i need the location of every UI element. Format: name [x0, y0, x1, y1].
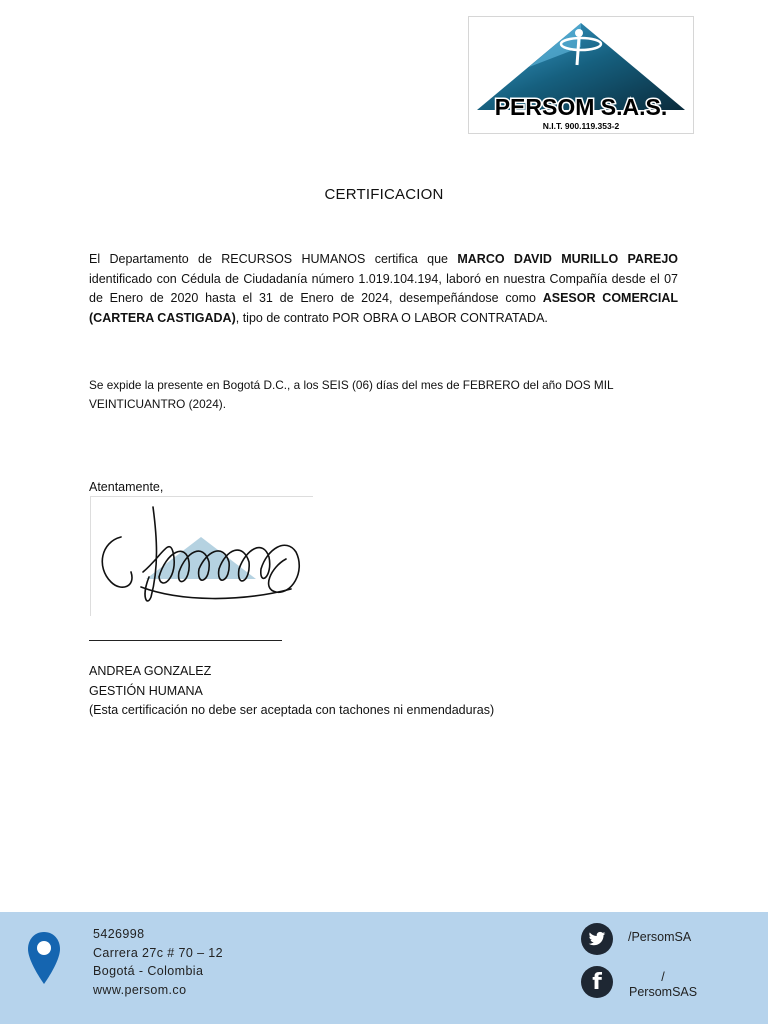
closing-text: Atentamente,	[89, 480, 164, 494]
twitter-icon[interactable]	[581, 923, 613, 955]
facebook-handle[interactable]	[629, 970, 697, 1000]
certification-paragraph	[89, 250, 678, 328]
employee-name: MARCO DAVID MURILLO PAREJO	[457, 252, 679, 266]
p1-text-b: identificado con Cédula de Ciudadanía número 1.019.104.194, laboró en nuestra Compañía desde el 07 de Enero de 2020 hasta el 31 de Enero de 2024, desempeñándose como	[89, 271, 678, 305]
signer-name: ANDREA GONZALEZ	[89, 664, 212, 678]
contact-info	[93, 925, 223, 999]
page-title: CERTIFICACION	[324, 186, 444, 203]
facebook-name: PersomSAS	[629, 985, 698, 999]
validity-note: (Esta certificación no debe ser aceptada con tachones ni enmendaduras)	[89, 703, 495, 717]
facebook-slash: /	[661, 970, 665, 984]
p1-text-c: , tipo de contrato POR OBRA O LABOR CONTRATADA.	[235, 310, 548, 325]
facebook-icon[interactable]: f	[581, 966, 613, 998]
city: Bogotá - Colombia	[93, 964, 204, 978]
watermark-logo	[146, 537, 256, 579]
company-logo	[468, 16, 694, 134]
signature-image	[90, 496, 313, 616]
location-pin-icon	[26, 930, 62, 986]
p1-text-a: El Departamento de RECURSOS HUMANOS certifica que	[89, 252, 458, 266]
logo-nit: N.I.T. 900.119.353-2	[542, 121, 620, 131]
address: Carrera 27c # 70 – 12	[93, 945, 224, 960]
signer-block	[89, 662, 494, 721]
logo-company-name: PERSOM S.A.S.	[494, 94, 668, 120]
employee-role: ASESOR COMERCIAL (CARTERA CASTIGADA)	[89, 291, 678, 325]
website-link[interactable]: www.persom.co	[93, 982, 187, 997]
signature-line	[89, 640, 282, 641]
issue-date-paragraph: Se expide la presente en Bogotá D.C., a los SEIS (06) días del mes de FEBRERO del año DOS MIL VEINTICUANTRO (2024).	[89, 378, 614, 411]
signer-department: GESTIÓN HUMANA	[89, 683, 203, 698]
twitter-handle[interactable]: /PersomSA	[628, 930, 692, 944]
phone-number: 5426998	[93, 927, 145, 941]
